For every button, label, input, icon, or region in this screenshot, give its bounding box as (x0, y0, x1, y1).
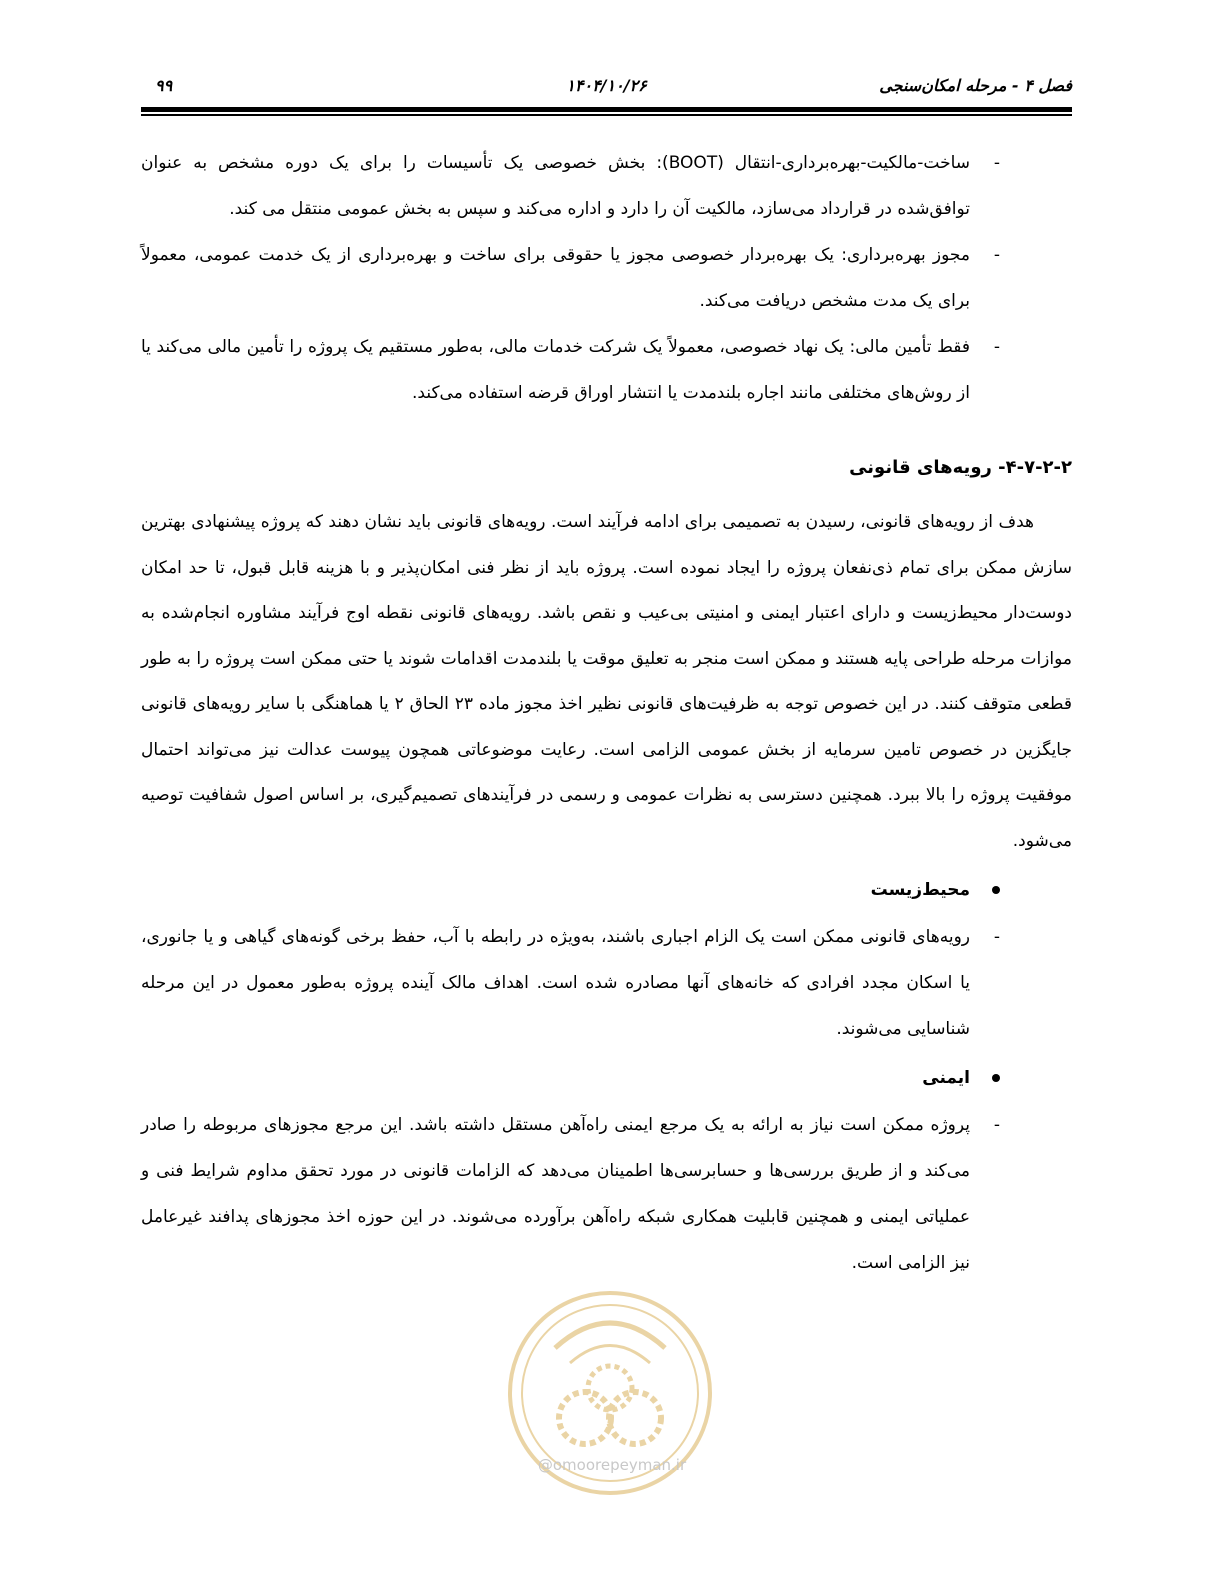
list-item (141, 140, 1072, 232)
section-title: رویه‌های قانونی (849, 457, 992, 478)
watermark-url: @omoorepeyman.ir (537, 1456, 687, 1474)
list-item-text: رویه‌های قانونی ممکن است یک الزام اجباری باشند، به‌ویژه در رابطه با آب، حفظ برخی گونه‌های گیاهی و یا جانوری، یا اسکان مجدد افرادی که خانه‌های آنها مصادره شده است. اهداف مالک آینده پروژه به‌طور معمول در این مرحله شناسایی می‌شوند. (141, 927, 970, 1039)
section-heading (141, 448, 1072, 488)
page-content (141, 140, 1072, 1286)
section-number: ۴-۷-۲-۲- (998, 457, 1072, 478)
page-header (141, 70, 1072, 106)
bullet-dot (992, 886, 1000, 894)
list-item (141, 1102, 1072, 1286)
bullet-dot (992, 1074, 1000, 1082)
environment-heading-text: محیط‌زیست (870, 880, 970, 900)
header-date: ۱۴۰۴/۱۰/۲۶ (566, 76, 647, 95)
chapter-title: فصل ۴ - مرحله امکان‌سنجی (879, 76, 1072, 95)
page-number: ۹۹ (155, 76, 173, 95)
safety-heading-text: ایمنی (922, 1068, 970, 1088)
dash-marker: - (993, 245, 1000, 265)
header-rule-thin (141, 114, 1072, 116)
list-item-text: پروژه ممکن است نیاز به ارائه به یک مرجع ایمنی راه‌آهن مستقل داشته باشد. این مرجع مجوزهای مربوطه را صادر می‌کند و از طریق بررسی‌ها و حسابرسی‌ها اطمینان می‌دهد که الزامات قانونی در مورد تحقق مداوم شرایط فنی و عملیاتی ایمنی و همچنین قابلیت همکاری شبکه راه‌آهن برآورده می‌شوند. در این حوزه اخذ مجوزهای پدافند غیرعامل نیز الزامی است. (141, 1115, 970, 1273)
dash-marker: - (993, 1115, 1000, 1135)
body-paragraph: هدف از رویه‌های قانونی، رسیدن به تصمیمی برای ادامه فرآیند است. رویه‌های قانونی باید نشان دهند که پروژه پیشنهادی بهترین سازش ممکن برای تمام ذی‌نفعان پروژه را ایجاد نموده است. پروژه باید از نظر فنی امکان‌پذیر و با هزینه قابل قبول، تا حد امکان دوست‌دار محیط‌زیست و دارای اعتبار ایمنی و امنیتی بی‌عیب و نقص باشد. رویه‌های قانونی نقطه اوج فرآیند مشاوره انجام‌شده به موازات مرحله طراحی پایه هستند و ممکن است منجر به تعلیق موقت یا بلندمدت اقدامات شوند یا حتی ممکن است پروژه را به طور قطعی متوقف کنند. در این خصوص توجه به ظرفیت‌های قانونی نظیر اخذ مجوز ماده ۲۳ الحاق ۲ یا هماهنگی با سایر رویه‌های قانونی جایگزین در خصوص تامین سرمایه از بخش عمومی الزامی است. رعایت موضوعاتی همچون پیوست عدالت نیز می‌تواند احتمال موفقیت پروژه را بالا ببرد. همچنین دسترسی به نظرات عمومی و رسمی در فرآیندهای تصمیم‌گیری، بر اساس اصول شفافیت توصیه می‌شود. (141, 512, 1073, 851)
list-item (141, 324, 1072, 416)
dash-marker: - (993, 337, 1000, 357)
dash-marker: - (993, 153, 1000, 173)
list-item (141, 232, 1072, 324)
dash-marker: - (993, 927, 1000, 947)
safety-heading (141, 1058, 1072, 1098)
list-item-text: مجوز بهره‌برداری: یک بهره‌بردار خصوصی مجوز یا حقوقی برای ساخت و بهره‌برداری از یک خدمت عمومی، معمولاً برای یک مدت مشخص دریافت می‌کند. (141, 245, 970, 311)
list-item-text: فقط تأمین مالی: یک نهاد خصوصی، معمولاً یک شرکت خدمات مالی، به‌طور مستقیم یک پروژه را تأمین مالی می‌کند یا از روش‌های مختلفی مانند اجاره بلندمدت یا انتشار اوراق قرضه استفاده می‌کند. (141, 337, 970, 403)
environment-heading (141, 870, 1072, 910)
header-rule-thick (141, 107, 1072, 112)
list-item (141, 914, 1072, 1052)
list-item-text: ساخت-مالکیت-بهره‌برداری-انتقال (BOOT): بخش خصوصی یک تأسیسات را برای یک دوره مشخص به عنوان توافق‌شده در قرارداد می‌سازد، مالکیت آن را دارد و اداره می‌کند و سپس به بخش عمومی منتقل می کند. (141, 153, 970, 219)
